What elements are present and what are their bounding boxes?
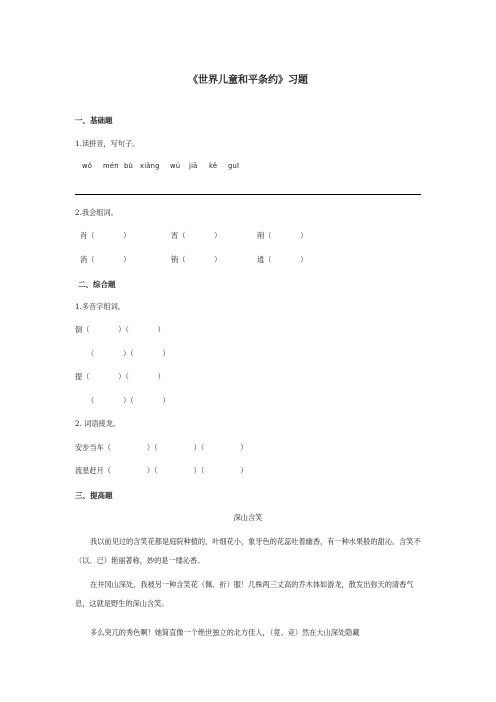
section1-q2: 2.我会组词。 xyxy=(75,208,118,217)
passage-title: 深山含笑 xyxy=(233,513,263,522)
pinyin-8: guī xyxy=(228,162,240,170)
section3-heading: 三、提高题 xyxy=(75,491,113,500)
word-blank: 消（ ） xyxy=(80,255,131,264)
passage-paragraph: 多么突兀的秀色啊！她简直像一个绝世独立的北方佳人，（竟、竞）然在大山深处隐藏 xyxy=(90,628,360,637)
word-blank: 销（ ） xyxy=(171,255,222,264)
section1-q1: 1.读拼音，写句子。 xyxy=(75,139,140,148)
document-title: 《世界儿童和平条约》习题 xyxy=(188,75,308,86)
word-blank: 肖（ ） xyxy=(80,231,131,240)
polyphone-line: 提（ ）（ ） xyxy=(75,372,165,381)
pinyin-6: jiā xyxy=(189,162,198,170)
writing-line xyxy=(75,194,421,195)
pinyin-2: mén xyxy=(103,162,119,170)
passage-paragraph: 在井冈山深处，我被另一种含笑花（佩、折）服！几株两三丈高的乔木体如游龙，散发出弥天的清香气息，这就是野生的深山含笑。 xyxy=(75,580,414,608)
pinyin-3: bù xyxy=(124,162,134,170)
pinyin-1: wǒ xyxy=(82,162,93,170)
polyphone-line: 倒（ ）（ ） xyxy=(75,325,165,334)
pinyin-4: xiǎng xyxy=(140,162,160,170)
passage-paragraph: 我以前见过的含笑花都是庭院种植的，叶细花小，象牙色的花蕊吐着幽香，有一种水果般的甜沁。含笑不（以、已）艳丽著称，妙的是一缕沁香。 xyxy=(75,537,421,565)
pinyin-5: wú xyxy=(170,162,181,170)
idiom-chain-line: 安步当车（ ）（ ）（ ） xyxy=(75,443,248,452)
pinyin-7: kě xyxy=(209,162,218,170)
word-blank: 宵（ ） xyxy=(171,231,222,240)
polyphone-line: （ ）（ ） xyxy=(87,349,170,358)
section1-heading: 一、基础题 xyxy=(75,116,113,125)
word-blank: 逍（ ） xyxy=(257,255,308,264)
section2-q2: 2. 词语接龙。 xyxy=(75,419,121,428)
section2-heading: 二、综合题 xyxy=(78,280,116,289)
polyphone-line: （ ）（ ） xyxy=(87,396,170,405)
word-blank: 削（ ） xyxy=(257,231,308,240)
idiom-chain-line: 流星赶月（ ）（ ）（ ） xyxy=(75,466,248,475)
section2-q1: 1.多音字组词。 xyxy=(75,302,125,311)
